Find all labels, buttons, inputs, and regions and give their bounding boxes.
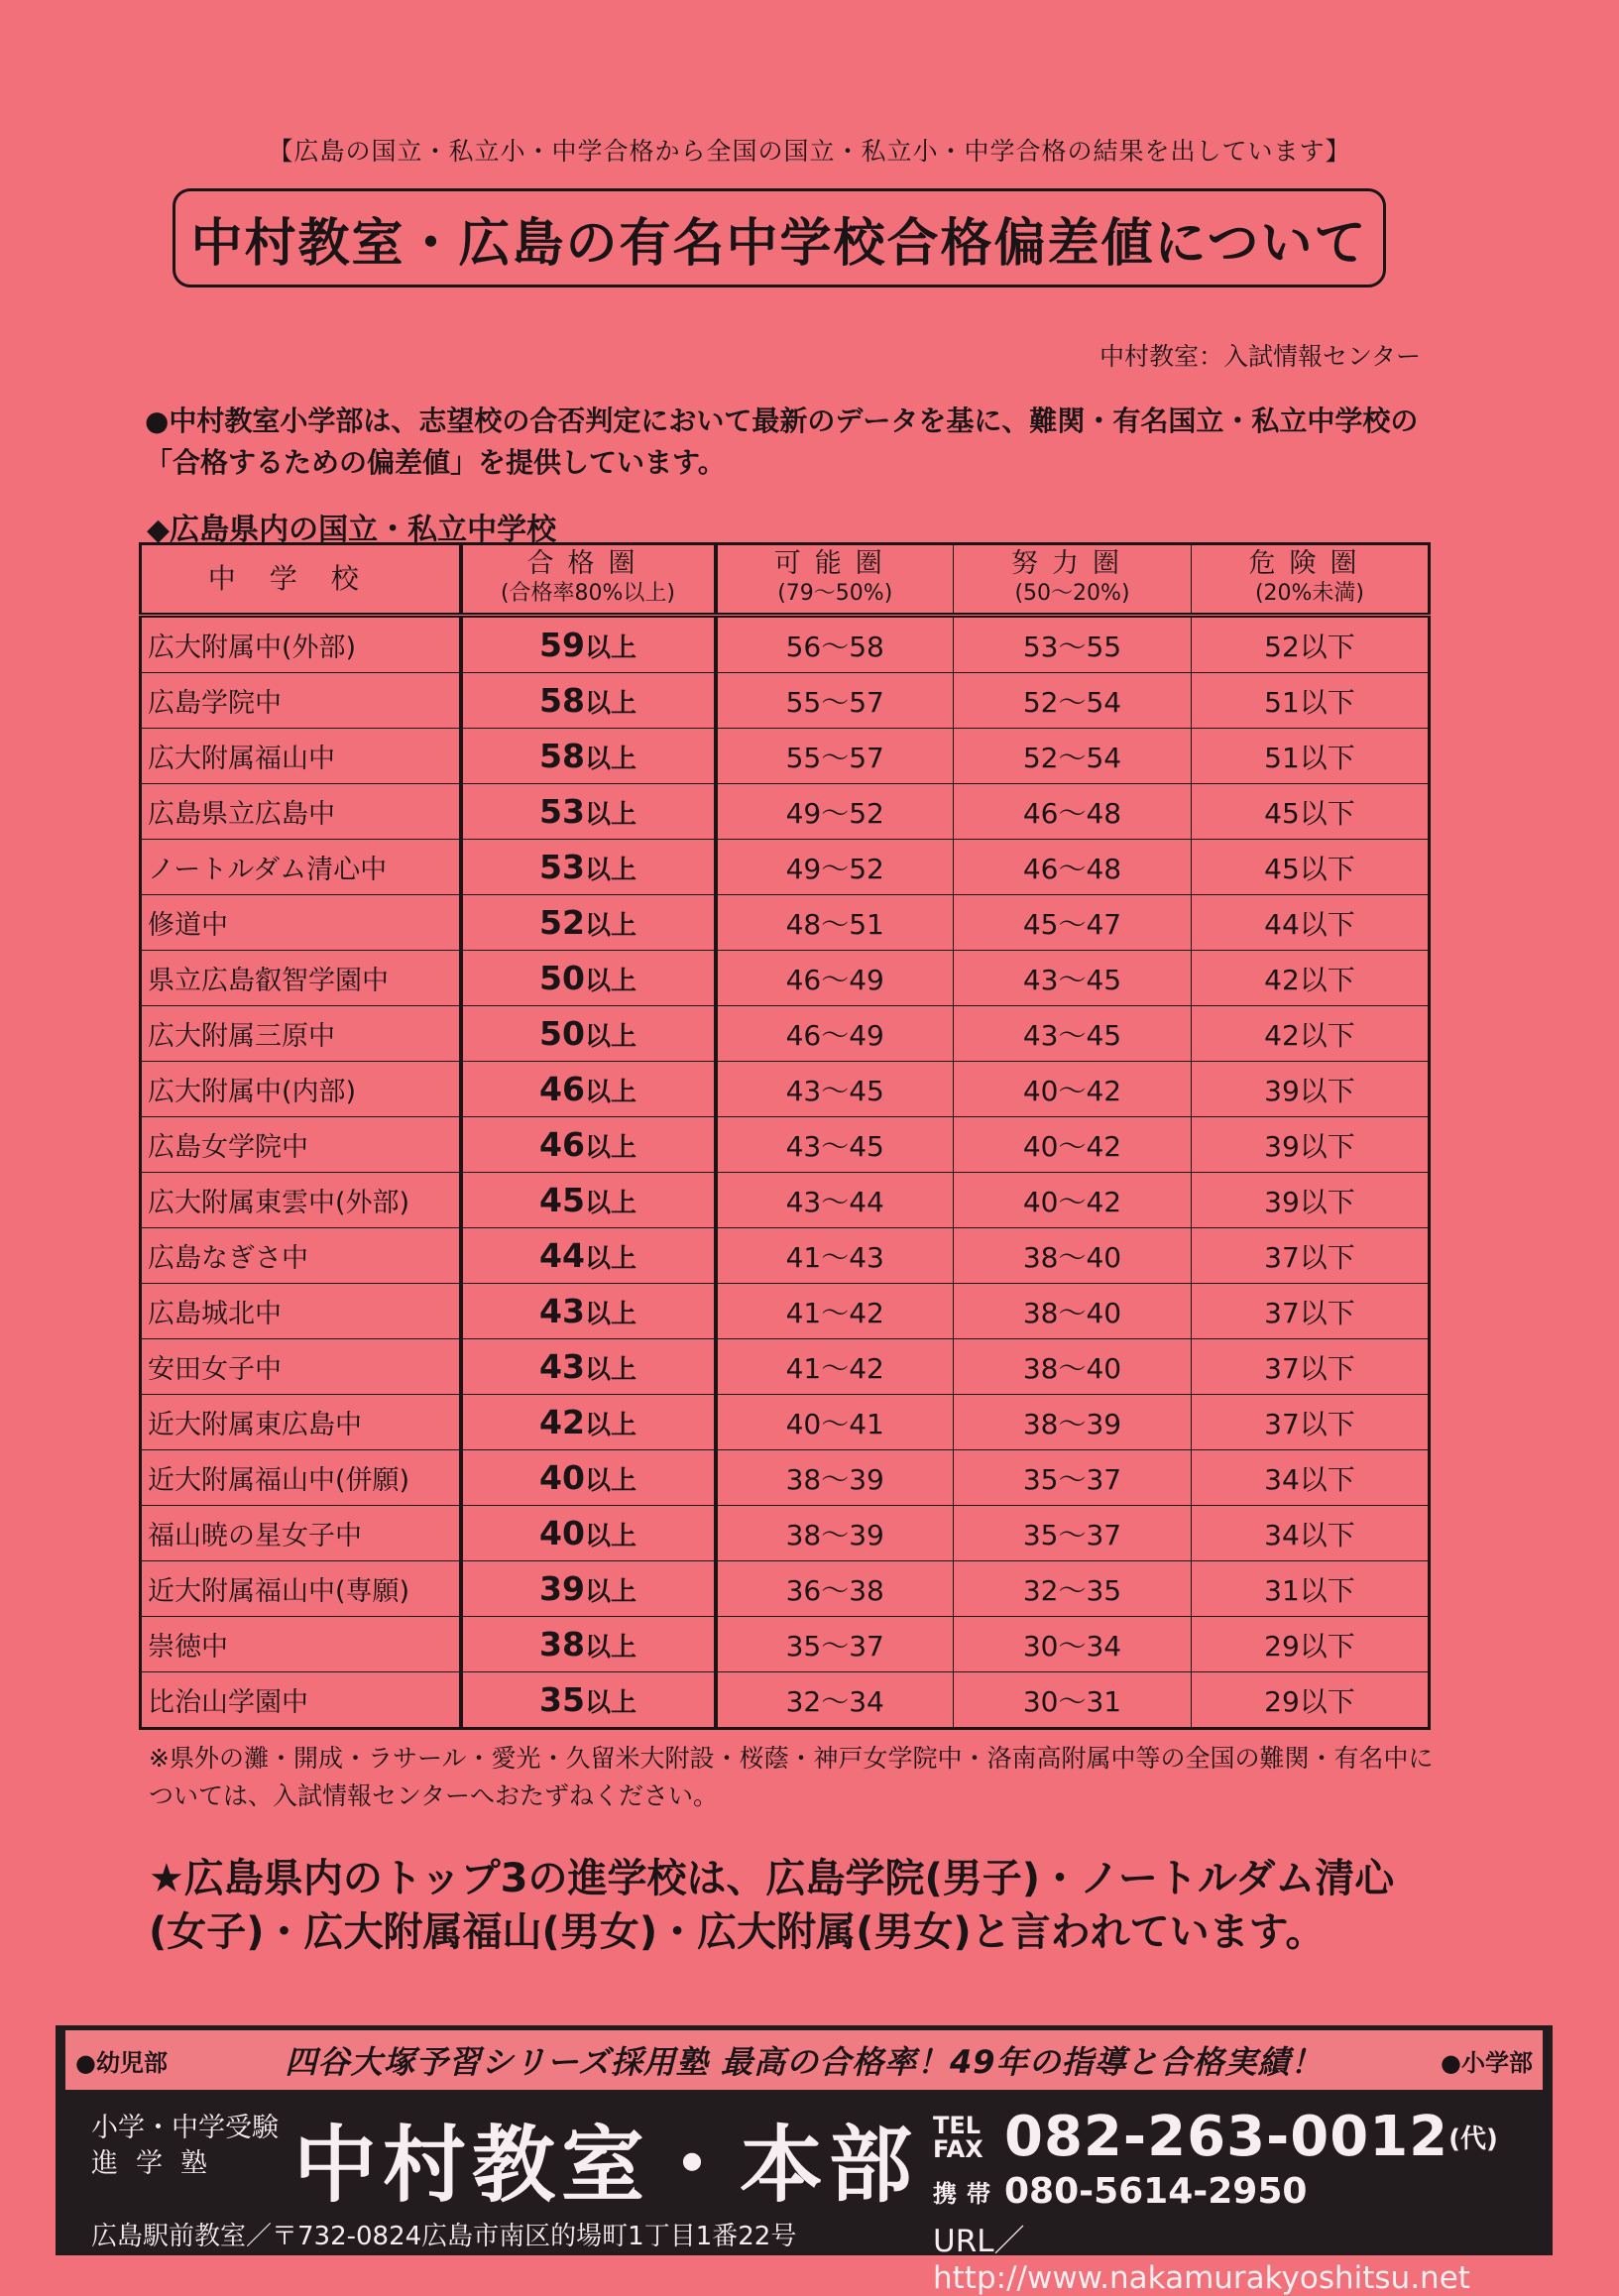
pass-zone-suffix: 以上 xyxy=(584,1189,636,1218)
danger-zone-cell: 52以下 xyxy=(1192,616,1430,673)
deviation-table xyxy=(139,542,1431,1730)
school-name-cell: 広島学院中 xyxy=(141,673,461,729)
school-name-cell: 広島城北中 xyxy=(141,1284,461,1339)
school-name-cell: 広大附属中(内部) xyxy=(141,1062,461,1117)
tel-label: TEL xyxy=(933,2111,982,2139)
pass-zone-cell xyxy=(461,1672,716,1729)
pass-zone-cell xyxy=(461,1006,716,1062)
danger-zone-cell: 45以下 xyxy=(1192,784,1430,840)
pass-zone-value: 44 xyxy=(539,1236,585,1275)
pass-zone-suffix: 以上 xyxy=(584,1078,636,1107)
pass-zone-suffix: 以上 xyxy=(584,745,636,774)
pass-zone-suffix: 以上 xyxy=(584,1577,636,1607)
school-name-cell: 広大附属東雲中(外部) xyxy=(141,1173,461,1228)
table-row xyxy=(141,1173,1430,1228)
table-row xyxy=(141,1117,1430,1173)
table-row xyxy=(141,1006,1430,1062)
pass-zone-value: 42 xyxy=(539,1403,585,1441)
danger-zone-cell: 29以下 xyxy=(1192,1672,1430,1729)
pass-zone-cell xyxy=(461,1561,716,1617)
possible-zone-cell: 36～38 xyxy=(716,1561,954,1617)
pass-zone-cell xyxy=(461,673,716,729)
danger-zone-cell: 39以下 xyxy=(1192,1173,1430,1228)
pass-zone-cell xyxy=(461,1395,716,1450)
pass-zone-cell xyxy=(461,1506,716,1561)
effort-zone-cell: 38～40 xyxy=(954,1339,1192,1395)
contact-banner xyxy=(56,2025,1553,2296)
effort-zone-cell: 32～35 xyxy=(954,1561,1192,1617)
pass-zone-cell xyxy=(461,1228,716,1284)
pass-zone-cell xyxy=(461,1339,716,1395)
foot-note: ※県外の灘・開成・ラサール・愛光・久留米大附設・桜蔭・神戸女学院中・洛南高附属中等の全国の難関・有名中については、入試情報センターへおたずねください。 xyxy=(149,1744,1434,1810)
danger-zone-cell: 51以下 xyxy=(1192,729,1430,784)
banner-left-tag: ●幼児部 xyxy=(75,2048,168,2077)
pass-zone-cell xyxy=(461,951,716,1006)
possible-zone-cell: 49～52 xyxy=(716,784,954,840)
table-row xyxy=(141,1062,1430,1117)
banner-slogan-bar xyxy=(65,2030,1543,2090)
school-name-cell: 広島県立広島中 xyxy=(141,784,461,840)
possible-zone-cell: 40～41 xyxy=(716,1395,954,1450)
school-name-cell: 広大附属福山中 xyxy=(141,729,461,784)
effort-zone-cell: 40～42 xyxy=(954,1117,1192,1173)
pass-zone-value: 59 xyxy=(539,626,585,664)
header-possible-label: 可能圏 xyxy=(773,548,896,579)
pass-zone-suffix: 以上 xyxy=(584,1355,636,1385)
header-pass xyxy=(461,544,716,616)
pass-zone-value: 53 xyxy=(539,792,585,831)
school-name-cell: 広島女学院中 xyxy=(141,1117,461,1173)
school-name-cell: 修道中 xyxy=(141,895,461,951)
effort-zone-cell: 53～55 xyxy=(954,616,1192,673)
pass-zone-value: 46 xyxy=(539,1070,585,1108)
header-effort-sub: (50～20%) xyxy=(1014,581,1130,606)
pass-zone-value: 35 xyxy=(539,1680,585,1719)
brand-tagline-line2: 進学塾 xyxy=(91,2148,225,2179)
possible-zone-cell: 55～57 xyxy=(716,729,954,784)
pass-zone-value: 58 xyxy=(539,681,585,720)
branch-address: 広島駅前教室／〒732-0824広島市南区的場町1丁目1番22号 xyxy=(91,2222,797,2251)
tel-row xyxy=(933,2105,1543,2169)
possible-zone-cell: 38～39 xyxy=(716,1450,954,1506)
school-name-cell: 広大附属中(外部) xyxy=(141,616,461,673)
header-pass-sub: (合格率80%以上) xyxy=(500,581,676,606)
header-danger xyxy=(1192,544,1430,616)
possible-zone-cell: 38～39 xyxy=(716,1506,954,1561)
school-name-cell: 広島なぎさ中 xyxy=(141,1228,461,1284)
pass-zone-cell xyxy=(461,1450,716,1506)
effort-zone-cell: 38～40 xyxy=(954,1284,1192,1339)
pass-zone-suffix: 以上 xyxy=(584,1633,636,1663)
effort-zone-cell: 46～48 xyxy=(954,784,1192,840)
website-url[interactable]: URL／http://www.nakamurakyoshitsu.net xyxy=(933,2224,1470,2296)
table-row xyxy=(141,673,1430,729)
pass-zone-suffix: 以上 xyxy=(584,1411,636,1440)
danger-zone-cell: 37以下 xyxy=(1192,1284,1430,1339)
header-pass-label: 合格圏 xyxy=(526,548,649,579)
header-danger-label: 危険圏 xyxy=(1248,548,1371,579)
pass-zone-suffix: 以上 xyxy=(584,1466,636,1496)
danger-zone-cell: 34以下 xyxy=(1192,1450,1430,1506)
pass-zone-cell xyxy=(461,1173,716,1228)
effort-zone-cell: 35～37 xyxy=(954,1506,1192,1561)
pass-zone-cell xyxy=(461,1284,716,1339)
pass-zone-value: 38 xyxy=(539,1625,585,1664)
pass-zone-suffix: 以上 xyxy=(584,911,636,941)
effort-zone-cell: 30～34 xyxy=(954,1617,1192,1672)
pass-zone-value: 40 xyxy=(539,1514,585,1552)
table-row xyxy=(141,840,1430,895)
header-possible-sub: (79～50%) xyxy=(777,581,893,606)
table-row xyxy=(141,1450,1430,1506)
table-header-row xyxy=(141,544,1430,616)
brand-tagline xyxy=(91,2111,289,2182)
danger-zone-cell: 45以下 xyxy=(1192,840,1430,895)
possible-zone-cell: 32～34 xyxy=(716,1672,954,1729)
pass-zone-suffix: 以上 xyxy=(584,689,636,719)
page-title: 中村教室・広島の有名中学校合格偏差値について xyxy=(173,188,1386,287)
brand-name: 中村教室・本部 xyxy=(293,2117,919,2214)
pass-zone-value: 53 xyxy=(539,848,585,886)
danger-zone-cell: 29以下 xyxy=(1192,1617,1430,1672)
pass-zone-suffix: 以上 xyxy=(584,1300,636,1329)
danger-zone-cell: 51以下 xyxy=(1192,673,1430,729)
school-name-cell: 崇徳中 xyxy=(141,1617,461,1672)
pass-zone-value: 50 xyxy=(539,959,585,997)
possible-zone-cell: 49～52 xyxy=(716,840,954,895)
header-school: 中学校 xyxy=(141,544,461,616)
danger-zone-cell: 42以下 xyxy=(1192,1006,1430,1062)
pass-zone-value: 52 xyxy=(539,903,585,942)
possible-zone-cell: 55～57 xyxy=(716,673,954,729)
pass-zone-suffix: 以上 xyxy=(584,1522,636,1551)
pass-zone-cell xyxy=(461,1117,716,1173)
effort-zone-cell: 43～45 xyxy=(954,951,1192,1006)
table-row xyxy=(141,895,1430,951)
table-row xyxy=(141,1617,1430,1672)
pass-zone-value: 46 xyxy=(539,1125,585,1164)
table-row xyxy=(141,951,1430,1006)
table-body xyxy=(141,616,1430,1729)
effort-zone-cell: 46～48 xyxy=(954,840,1192,895)
danger-zone-cell: 42以下 xyxy=(1192,951,1430,1006)
pass-zone-suffix: 以上 xyxy=(584,1133,636,1163)
pass-zone-suffix: 以上 xyxy=(584,800,636,830)
school-name-cell: 安田女子中 xyxy=(141,1339,461,1395)
possible-zone-cell: 46～49 xyxy=(716,1006,954,1062)
mobile-number[interactable]: 080-5614-2950 xyxy=(1004,2171,1308,2212)
tel-number[interactable]: 082-263-0012 xyxy=(1004,2105,1449,2169)
pass-zone-cell xyxy=(461,784,716,840)
danger-zone-cell: 44以下 xyxy=(1192,895,1430,951)
pass-zone-value: 39 xyxy=(539,1569,585,1608)
pass-zone-value: 45 xyxy=(539,1181,585,1219)
tel-suffix: (代) xyxy=(1448,2124,1498,2154)
pass-zone-cell xyxy=(461,895,716,951)
danger-zone-cell: 37以下 xyxy=(1192,1228,1430,1284)
header-danger-sub: (20%未満) xyxy=(1254,581,1365,606)
possible-zone-cell: 41～42 xyxy=(716,1284,954,1339)
header-effort-label: 努力圏 xyxy=(1011,548,1133,579)
table-row xyxy=(141,1395,1430,1450)
possible-zone-cell: 43～44 xyxy=(716,1173,954,1228)
possible-zone-cell: 41～42 xyxy=(716,1339,954,1395)
center-label: 中村教室：入試情報センター xyxy=(1099,342,1421,371)
danger-zone-cell: 37以下 xyxy=(1192,1339,1430,1395)
school-name-cell: 近大附属福山中(併願) xyxy=(141,1450,461,1506)
mobile-label: 携帯 xyxy=(933,2180,1000,2208)
school-name-cell: 近大附属東広島中 xyxy=(141,1395,461,1450)
top-note: 【広島の国立・私立小・中学合格から全国の国立・私立小・中学合格の結果を出しています】 xyxy=(268,137,1351,166)
table-row xyxy=(141,784,1430,840)
table-row xyxy=(141,1339,1430,1395)
school-name-cell: 県立広島叡智学園中 xyxy=(141,951,461,1006)
school-name-cell: 近大附属福山中(専願) xyxy=(141,1561,461,1617)
pass-zone-value: 58 xyxy=(539,737,585,775)
contact-info xyxy=(933,2105,1543,2296)
pass-zone-cell xyxy=(461,1617,716,1672)
fax-label: FAX xyxy=(933,2134,983,2163)
effort-zone-cell: 38～39 xyxy=(954,1395,1192,1450)
pass-zone-suffix: 以上 xyxy=(584,967,636,996)
pass-zone-value: 50 xyxy=(539,1014,585,1053)
effort-zone-cell: 52～54 xyxy=(954,729,1192,784)
possible-zone-cell: 56～58 xyxy=(716,616,954,673)
pass-zone-suffix: 以上 xyxy=(584,1244,636,1274)
effort-zone-cell: 43～45 xyxy=(954,1006,1192,1062)
effort-zone-cell: 35～37 xyxy=(954,1450,1192,1506)
possible-zone-cell: 41～43 xyxy=(716,1228,954,1284)
danger-zone-cell: 39以下 xyxy=(1192,1117,1430,1173)
possible-zone-cell: 43～45 xyxy=(716,1117,954,1173)
possible-zone-cell: 35～37 xyxy=(716,1617,954,1672)
pass-zone-suffix: 以上 xyxy=(584,633,636,663)
pass-zone-cell xyxy=(461,840,716,895)
danger-zone-cell: 31以下 xyxy=(1192,1561,1430,1617)
school-name-cell: 広大附属三原中 xyxy=(141,1006,461,1062)
pass-zone-value: 43 xyxy=(539,1292,585,1330)
pass-zone-value: 43 xyxy=(539,1347,585,1386)
table-row xyxy=(141,1506,1430,1561)
mobile-row xyxy=(933,2171,1543,2212)
school-name-cell: 福山暁の星女子中 xyxy=(141,1506,461,1561)
effort-zone-cell: 38～40 xyxy=(954,1228,1192,1284)
banner-slogan: 四谷大塚予習シリーズ採用塾 最高の合格率！49年の指導と合格実績！ xyxy=(285,2043,1324,2081)
effort-zone-cell: 30～31 xyxy=(954,1672,1192,1729)
danger-zone-cell: 37以下 xyxy=(1192,1395,1430,1450)
highlight-text: ★広島県内のトップ3の進学校は、広島学院(男子)・ノートルダム清心(女子)・広大附属福山(男女)・広大附属(男女)と言われています。 xyxy=(149,1856,1395,1955)
effort-zone-cell: 40～42 xyxy=(954,1062,1192,1117)
pass-zone-suffix: 以上 xyxy=(584,1688,636,1718)
effort-zone-cell: 52～54 xyxy=(954,673,1192,729)
pass-zone-suffix: 以上 xyxy=(584,856,636,885)
effort-zone-cell: 45～47 xyxy=(954,895,1192,951)
possible-zone-cell: 46～49 xyxy=(716,951,954,1006)
pass-zone-cell xyxy=(461,729,716,784)
table-row xyxy=(141,1284,1430,1339)
effort-zone-cell: 40～42 xyxy=(954,1173,1192,1228)
table-row xyxy=(141,1561,1430,1617)
banner-right-tag: ●小学部 xyxy=(1441,2048,1533,2077)
header-effort xyxy=(954,544,1192,616)
pass-zone-cell xyxy=(461,1062,716,1117)
table-row xyxy=(141,1672,1430,1729)
possible-zone-cell: 43～45 xyxy=(716,1062,954,1117)
school-name-cell: 比治山学園中 xyxy=(141,1672,461,1729)
danger-zone-cell: 34以下 xyxy=(1192,1506,1430,1561)
pass-zone-value: 40 xyxy=(539,1458,585,1497)
header-possible xyxy=(716,544,954,616)
table-row xyxy=(141,729,1430,784)
section-title: ◆広島県内の国立・私立中学校 xyxy=(147,513,557,547)
brand-tagline-line1: 小学・中学受験 xyxy=(91,2113,279,2143)
possible-zone-cell: 48～51 xyxy=(716,895,954,951)
table-row xyxy=(141,1228,1430,1284)
danger-zone-cell: 39以下 xyxy=(1192,1062,1430,1117)
pass-zone-suffix: 以上 xyxy=(584,1022,636,1052)
table-row xyxy=(141,616,1430,673)
tel-fax-label xyxy=(933,2111,1004,2163)
intro-text: ●中村教室小学部は、志望校の合否判定において最新のデータを基に、難関・有名国立・私立中学校の「合格するための偏差値」を提供しています。 xyxy=(145,404,1419,479)
school-name-cell: ノートルダム清心中 xyxy=(141,840,461,895)
pass-zone-cell xyxy=(461,616,716,673)
